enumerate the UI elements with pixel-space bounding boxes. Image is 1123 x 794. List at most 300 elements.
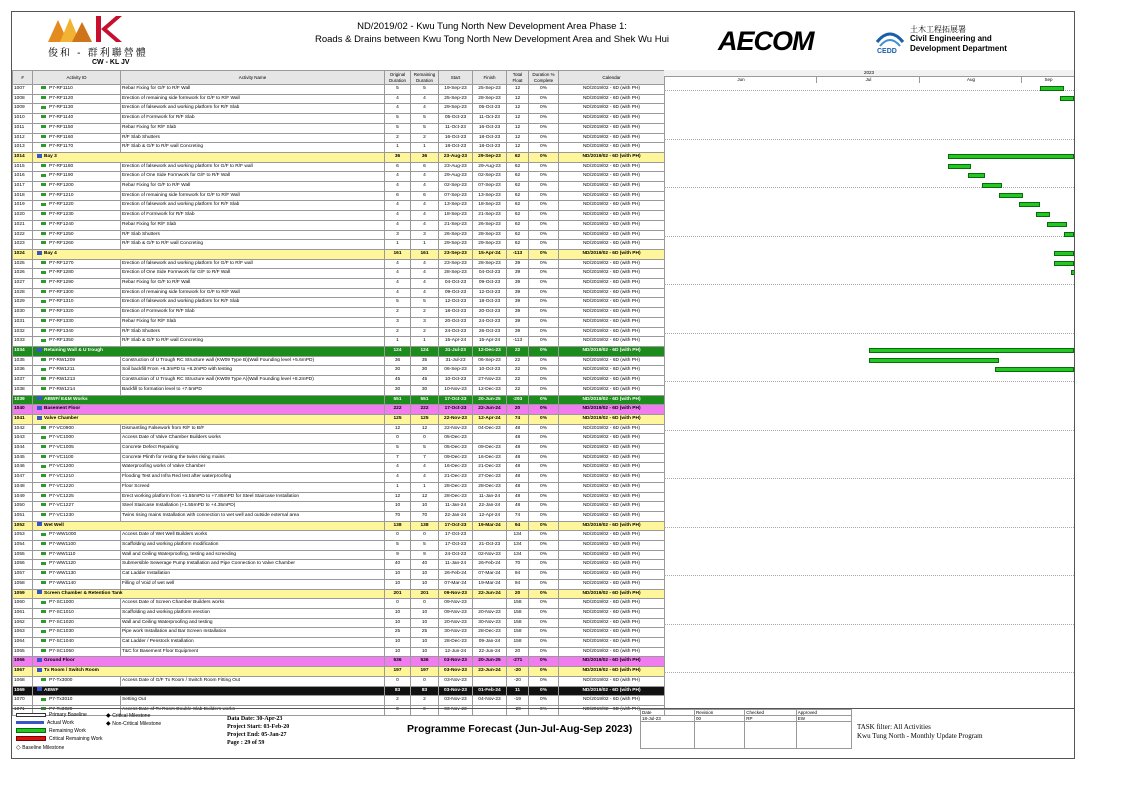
- table-body: [13, 85, 665, 716]
- cell-pc: 0%: [529, 492, 559, 502]
- cell-od: 4: [385, 104, 411, 114]
- cell-f: 22-Jan-24: [473, 502, 507, 512]
- cell-n: 1070: [13, 696, 33, 706]
- gantt-month: Jul: [816, 77, 920, 83]
- cell-name: Scaffolding and working platform erection: [121, 608, 385, 618]
- cell-n: 1014: [13, 152, 33, 162]
- cell-pc: 0%: [529, 85, 559, 95]
- cell-n: 1020: [13, 211, 33, 221]
- cell-rd: 4: [411, 288, 439, 298]
- cell-name: Filling of Void of wet well: [121, 579, 385, 589]
- activity-id: P7-VC1005: [49, 445, 74, 451]
- title-line-1: ND/2019/02 - Kwu Tung North New Development Area Phase 1:: [357, 21, 627, 32]
- table-row: [13, 94, 665, 104]
- gantt-month: Aug: [919, 77, 1022, 83]
- cell-rd: 10: [411, 579, 439, 589]
- table-row: [13, 579, 665, 589]
- cell-cal: ND/2019/02 - 6D (with PH): [559, 502, 665, 512]
- rev-header-approved: Approved: [796, 710, 851, 716]
- cell-cal: ND/2019/02 - 6D (with PH): [559, 647, 665, 657]
- cell-tf: 62: [507, 162, 529, 172]
- cell-od: 0: [385, 434, 411, 444]
- cell-cal: ND/2019/02 - 6D (with PH): [559, 308, 665, 318]
- page-footer: [12, 708, 1074, 759]
- activity-icon: [41, 678, 46, 681]
- cell-name: Erection of Formwork for R/F Slab: [121, 308, 385, 318]
- cell-pc: 0%: [529, 405, 559, 415]
- cell-cal: ND/2019/02 - 6D (with PH): [559, 531, 665, 541]
- cell-od: 0: [385, 531, 411, 541]
- cell-id: [33, 133, 121, 143]
- activity-id: P7-RF1280: [49, 270, 74, 276]
- cell-tf: -20: [507, 676, 529, 686]
- cell-n: 1010: [13, 114, 33, 124]
- cell-od: 10: [385, 608, 411, 618]
- cell-pc: 0%: [529, 453, 559, 463]
- cell-pc: 0%: [529, 667, 559, 677]
- column-header: #: [13, 71, 33, 85]
- cell-s: 05-Dec-23: [439, 434, 473, 444]
- cell-tf: 62: [507, 230, 529, 240]
- cell-name: Erection of falsework and working platform for R/F Slab: [121, 201, 385, 211]
- cell-id: [33, 589, 385, 599]
- cell-n: 1031: [13, 317, 33, 327]
- cell-rd: 4: [411, 201, 439, 211]
- activity-icon: [41, 639, 46, 642]
- cell-pc: 0%: [529, 463, 559, 473]
- cell-cal: ND/2019/02 - 6D (with PH): [559, 385, 665, 395]
- cell-name: Erection of falsework and working platform for G/F to R/F wall: [121, 259, 385, 269]
- activity-id: P7-RW1211: [49, 367, 75, 373]
- cell-id: [33, 424, 121, 434]
- gantt-year: 2023: [664, 70, 1074, 77]
- cell-id: [33, 414, 385, 424]
- cell-rd: 5: [411, 114, 439, 124]
- cell-f: [473, 676, 507, 686]
- cell-n: 1024: [13, 249, 33, 259]
- cell-rd: 7: [411, 453, 439, 463]
- legend-critical-remaining: Critical Remaining Work: [16, 736, 103, 742]
- cell-od: 125: [385, 414, 411, 424]
- table-row: [13, 453, 665, 463]
- activity-id: P7-RF1350: [49, 338, 74, 344]
- table-row: [13, 259, 665, 269]
- rev-header-checked: Checked: [745, 710, 797, 716]
- cell-rd: 2: [411, 696, 439, 706]
- rev-date: 18-Jul-23: [641, 716, 695, 722]
- cell-rd: 4: [411, 172, 439, 182]
- cell-rd: 45: [411, 376, 439, 386]
- cell-id: [33, 676, 121, 686]
- cell-od: 2: [385, 696, 411, 706]
- cell-od: 124: [385, 346, 411, 356]
- cell-od: 9: [385, 550, 411, 560]
- activity-icon: [41, 494, 46, 497]
- cell-s: 03-Nov-23: [439, 686, 473, 696]
- cell-id: [33, 570, 121, 580]
- cell-f: 05-Oct-23: [473, 104, 507, 114]
- cell-rd: 10: [411, 638, 439, 648]
- activity-icon: [41, 445, 46, 448]
- column-header: Activity ID: [33, 71, 121, 85]
- cell-rd: 3: [411, 230, 439, 240]
- cell-f: 01-Feb-24: [473, 686, 507, 696]
- rev-approved: EW: [796, 716, 851, 722]
- wbs-icon: [37, 590, 42, 594]
- cell-f: 20-Oct-23: [473, 308, 507, 318]
- wbs-group-row: [13, 686, 665, 696]
- cell-f: 12-Apr-24: [473, 511, 507, 521]
- column-header: Remaining Duration: [411, 71, 439, 85]
- table-row: [13, 444, 665, 454]
- cell-tf: 134: [507, 541, 529, 551]
- cell-id: [33, 317, 121, 327]
- cell-pc: 0%: [529, 230, 559, 240]
- cell-cal: ND/2019/02 - 6D (with PH): [559, 521, 665, 531]
- cell-id: [33, 114, 121, 124]
- legend-critical-milestone: ◆ Critical Milestone: [106, 713, 151, 719]
- cell-rd: 70: [411, 511, 439, 521]
- cell-s: 29-Aug-23: [439, 172, 473, 182]
- cell-tf: 158: [507, 638, 529, 648]
- activity-icon: [41, 436, 46, 439]
- cell-f: 27-Dec-23: [473, 473, 507, 483]
- activity-id: P7-RF1130: [49, 105, 74, 111]
- cell-rd: 4: [411, 182, 439, 192]
- cell-od: 30: [385, 366, 411, 376]
- cell-od: 138: [385, 521, 411, 531]
- cell-tf: -19: [507, 696, 529, 706]
- gantt-gridline: [664, 187, 1074, 189]
- cell-rd: 0: [411, 434, 439, 444]
- cell-n: 1032: [13, 327, 33, 337]
- cell-f: 18-Oct-23: [473, 133, 507, 143]
- legend-actual-work: Actual Work: [16, 720, 74, 726]
- cell-pc: 0%: [529, 104, 559, 114]
- rev-header-revision: Revision: [694, 710, 744, 716]
- cell-pc: 0%: [529, 473, 559, 483]
- cell-od: 70: [385, 511, 411, 521]
- cell-id: [33, 85, 121, 95]
- cell-f: 12-Dec-23: [473, 346, 507, 356]
- gantt-chart: [664, 70, 1074, 708]
- cell-name: Soil backfill From +6.3mPD to +8.2mPD with testing: [121, 366, 385, 376]
- cell-cal: ND/2019/02 - 6D (with PH): [559, 424, 665, 434]
- monthly-update-text: Kwu Tung North - Monthly Update Program: [857, 732, 983, 740]
- cell-n: 1017: [13, 182, 33, 192]
- activity-icon: [41, 183, 46, 186]
- column-header: Total Float: [507, 71, 529, 85]
- table-row: [13, 492, 665, 502]
- cell-s: 18-Sep-23: [439, 211, 473, 221]
- cell-s: 29-Sep-23: [439, 240, 473, 250]
- cell-tf: 74: [507, 511, 529, 521]
- cedd-chinese: 土木工程拓展署: [910, 25, 966, 34]
- activity-id: P7-RF1260: [49, 241, 74, 247]
- activity-id: P7-WW1100: [49, 542, 76, 548]
- gantt-bar: [1060, 96, 1074, 101]
- cell-pc: 0%: [529, 511, 559, 521]
- cell-pc: 0%: [529, 608, 559, 618]
- activity-id: P7-RW1214: [49, 386, 76, 392]
- wbs-group-row: [13, 405, 665, 415]
- cell-id: [33, 395, 385, 405]
- project-start: Project Start: 03-Feb-20: [227, 724, 290, 730]
- activity-id: Wet Well: [44, 522, 64, 528]
- cell-od: 1: [385, 482, 411, 492]
- cell-id: [33, 511, 121, 521]
- jv-logo-icon: [46, 14, 126, 44]
- cell-id: [33, 560, 121, 570]
- task-filter-text: TASK filter: All Activities: [857, 723, 931, 731]
- cell-n: 1063: [13, 628, 33, 638]
- cell-n: 1021: [13, 220, 33, 230]
- cell-rd: 0: [411, 676, 439, 686]
- cell-cal: ND/2019/02 - 6D (with PH): [559, 696, 665, 706]
- cell-f: 19-Mar-24: [473, 579, 507, 589]
- cell-pc: 0%: [529, 143, 559, 153]
- cell-s: 02-Sep-23: [439, 182, 473, 192]
- cell-n: 1061: [13, 608, 33, 618]
- cell-od: 1: [385, 337, 411, 347]
- cell-s: 28-Dec-23: [439, 492, 473, 502]
- activity-icon: [41, 222, 46, 225]
- cell-id: [33, 182, 121, 192]
- wbs-group-row: [13, 414, 665, 424]
- cell-s: 26-Sep-23: [439, 230, 473, 240]
- cell-od: 0: [385, 706, 411, 716]
- cell-f: 12-Oct-23: [473, 288, 507, 298]
- table-row: [13, 298, 665, 308]
- cell-s: 19-Sep-23: [439, 85, 473, 95]
- cell-id: [33, 288, 121, 298]
- cell-pc: 0%: [529, 628, 559, 638]
- cell-s: 13-Sep-23: [439, 201, 473, 211]
- cell-od: 12: [385, 492, 411, 502]
- gantt-bar: [1047, 222, 1068, 227]
- table-header-row: [13, 71, 665, 85]
- cell-s: 21-Dec-23: [439, 473, 473, 483]
- cell-cal: ND/2019/02 - 6D (with PH): [559, 395, 665, 405]
- cell-name: Erection of remaining side formwork for G/F to R/F Wall: [121, 288, 385, 298]
- table-row: [13, 541, 665, 551]
- activity-id: P7-VC0900: [49, 425, 74, 431]
- cell-name: Erection of falsework and working platform for G/F to R/F wall: [121, 162, 385, 172]
- cell-n: 1041: [13, 414, 33, 424]
- cell-cal: ND/2019/02 - 6D (with PH): [559, 133, 665, 143]
- column-header: Finish: [473, 71, 507, 85]
- cell-rd: 124: [411, 346, 439, 356]
- cell-tf: 62: [507, 182, 529, 192]
- cell-rd: 222: [411, 405, 439, 415]
- cell-od: 4: [385, 288, 411, 298]
- cell-od: 197: [385, 667, 411, 677]
- cell-n: 1036: [13, 366, 33, 376]
- cell-rd: 4: [411, 211, 439, 221]
- activity-id: P7-VC1100: [49, 454, 74, 460]
- cell-s: 03-Nov-23: [439, 706, 473, 716]
- activity-id: P7-RF1180: [49, 163, 74, 169]
- cell-s: 29-Sep-23: [439, 104, 473, 114]
- cell-id: [33, 405, 385, 415]
- activity-icon: [41, 562, 46, 565]
- cell-n: 1067: [13, 667, 33, 677]
- cell-id: [33, 434, 121, 444]
- cell-id: [33, 152, 385, 162]
- cell-name: Rebar Fixing for G/F to R/F Wall: [121, 182, 385, 192]
- svg-text:CEDD: CEDD: [877, 48, 897, 54]
- cell-n: 1008: [13, 94, 33, 104]
- cell-rd: 10: [411, 647, 439, 657]
- cell-name: Steel Staircase Installation (+1.55mPD to +4.35mPD): [121, 502, 385, 512]
- cell-id: [33, 628, 121, 638]
- cell-tf: 62: [507, 201, 529, 211]
- cell-f: 04-Oct-23: [473, 269, 507, 279]
- activity-id: P7-RF1290: [49, 280, 74, 286]
- activity-icon: [41, 329, 46, 332]
- cell-name: Wall and Ceiling Waterproofing, testing and screeding: [121, 550, 385, 560]
- activity-id: P7-RF1330: [49, 318, 74, 324]
- activity-id: Retaining Wall & U trough: [44, 347, 103, 353]
- cell-tf: 48: [507, 482, 529, 492]
- cell-cal: ND/2019/02 - 6D (with PH): [559, 211, 665, 221]
- activity-id: P7-RF1150: [49, 124, 74, 130]
- cell-s: 23-Sep-23: [439, 249, 473, 259]
- cell-n: 1069: [13, 686, 33, 696]
- cell-cal: ND/2019/02 - 6D (with PH): [559, 249, 665, 259]
- cell-name: R/F Slab & G/F to R/F wall Concreting: [121, 143, 385, 153]
- cell-f: 26-Oct-23: [473, 327, 507, 337]
- cell-cal: ND/2019/02 - 6D (with PH): [559, 143, 665, 153]
- cell-cal: ND/2019/02 - 6D (with PH): [559, 346, 665, 356]
- cell-od: 1: [385, 240, 411, 250]
- cell-od: 30: [385, 385, 411, 395]
- cell-id: [33, 521, 385, 531]
- table-row: [13, 191, 665, 201]
- legend-primary-baseline: Primary Baseline: [16, 712, 87, 718]
- cell-pc: 0%: [529, 249, 559, 259]
- cell-name: Rebar Fixing for G/F to R/F Wall: [121, 85, 385, 95]
- cell-tf: 48: [507, 453, 529, 463]
- table-row: [13, 618, 665, 628]
- cell-rd: 3: [411, 317, 439, 327]
- activity-icon: [41, 465, 46, 468]
- activity-id: P7-RF1340: [49, 328, 74, 334]
- activity-id: P7-VC1210: [49, 474, 74, 480]
- cell-name: Erection of remaining side formwork for G/F to R/F Wall: [121, 94, 385, 104]
- cell-s: 31-Jul-23: [439, 346, 473, 356]
- cell-pc: 0%: [529, 172, 559, 182]
- cell-id: [33, 579, 121, 589]
- table-row: [13, 676, 665, 686]
- cell-s: 28-Dec-23: [439, 482, 473, 492]
- activity-id: Bay 3: [44, 153, 57, 159]
- activity-id: P7-SC1030: [49, 629, 74, 635]
- legend-baseline-milestone: ◇ Baseline Milestone: [16, 745, 65, 751]
- cell-f: 24-Oct-23: [473, 317, 507, 327]
- cell-id: [33, 550, 121, 560]
- jv-chinese-name: 俊和 - 群利聯營體: [48, 48, 148, 59]
- activity-id: P7-Tx3020: [49, 707, 73, 712]
- cell-s: 11-Oct-23: [439, 123, 473, 133]
- cell-pc: 0%: [529, 550, 559, 560]
- cell-rd: 4: [411, 463, 439, 473]
- table-row: [13, 220, 665, 230]
- table-row: [13, 608, 665, 618]
- programme-title: Programme Forecast (Jun-Jul-Aug-Sep 2023): [407, 723, 633, 735]
- column-header: Original Duration: [385, 71, 411, 85]
- column-header: Duration % Complete: [529, 71, 559, 85]
- wbs-icon: [37, 396, 42, 400]
- cell-rd: 83: [411, 686, 439, 696]
- table-row: [13, 385, 665, 395]
- cell-f: 18-Oct-23: [473, 298, 507, 308]
- wbs-group-row: [13, 667, 665, 677]
- gantt-bar: [982, 183, 1003, 188]
- cell-pc: 0%: [529, 424, 559, 434]
- cell-n: 1047: [13, 473, 33, 483]
- cell-tf: 12: [507, 104, 529, 114]
- cell-od: 4: [385, 220, 411, 230]
- cell-s: 11-Jan-24: [439, 502, 473, 512]
- cell-id: [33, 492, 121, 502]
- table-row: [13, 288, 665, 298]
- cell-tf: 39: [507, 308, 529, 318]
- cell-pc: 0%: [529, 385, 559, 395]
- cell-rd: 4: [411, 279, 439, 289]
- cell-s: 03-Nov-23: [439, 696, 473, 706]
- cell-tf: 134: [507, 531, 529, 541]
- cell-pc: 0%: [529, 308, 559, 318]
- gantt-bar: [995, 367, 1074, 372]
- cell-id: [33, 657, 385, 667]
- table-row: [13, 201, 665, 211]
- table-row: [13, 482, 665, 492]
- cell-pc: 0%: [529, 298, 559, 308]
- cell-n: 1055: [13, 550, 33, 560]
- cell-cal: ND/2019/02 - 6D (with PH): [559, 104, 665, 114]
- activity-icon: [41, 339, 46, 342]
- cell-pc: 0%: [529, 395, 559, 405]
- cell-name: Dismantling Falsework from R/F to B/F: [121, 424, 385, 434]
- cell-id: [33, 308, 121, 318]
- cell-rd: 551: [411, 395, 439, 405]
- cell-rd: 10: [411, 608, 439, 618]
- cell-tf: 12: [507, 133, 529, 143]
- cell-tf: 94: [507, 570, 529, 580]
- cell-tf: 62: [507, 220, 529, 230]
- cell-pc: 0%: [529, 356, 559, 366]
- rev-revision: 00: [694, 716, 744, 722]
- wbs-icon: [37, 348, 42, 352]
- data-date: Data Date: 30-Apr-23: [227, 716, 283, 722]
- wbs-group-row: [13, 249, 665, 259]
- cell-od: 10: [385, 638, 411, 648]
- activity-icon: [41, 115, 46, 118]
- cell-n: 1060: [13, 599, 33, 609]
- cell-name: Twins rising mains Installation with connection to wet well and outside external area: [121, 511, 385, 521]
- cell-n: 1038: [13, 385, 33, 395]
- cell-rd: 36: [411, 152, 439, 162]
- cell-od: 4: [385, 473, 411, 483]
- cell-rd: 1: [411, 482, 439, 492]
- cell-name: Submersible Sewerage Pump Installation and Pipe Connection to Valve Chamber: [121, 560, 385, 570]
- activity-id: Valve Chamber: [44, 415, 79, 421]
- gantt-month: Jun: [664, 77, 817, 83]
- revision-table: [640, 709, 852, 749]
- cell-pc: 0%: [529, 162, 559, 172]
- cell-id: [33, 599, 121, 609]
